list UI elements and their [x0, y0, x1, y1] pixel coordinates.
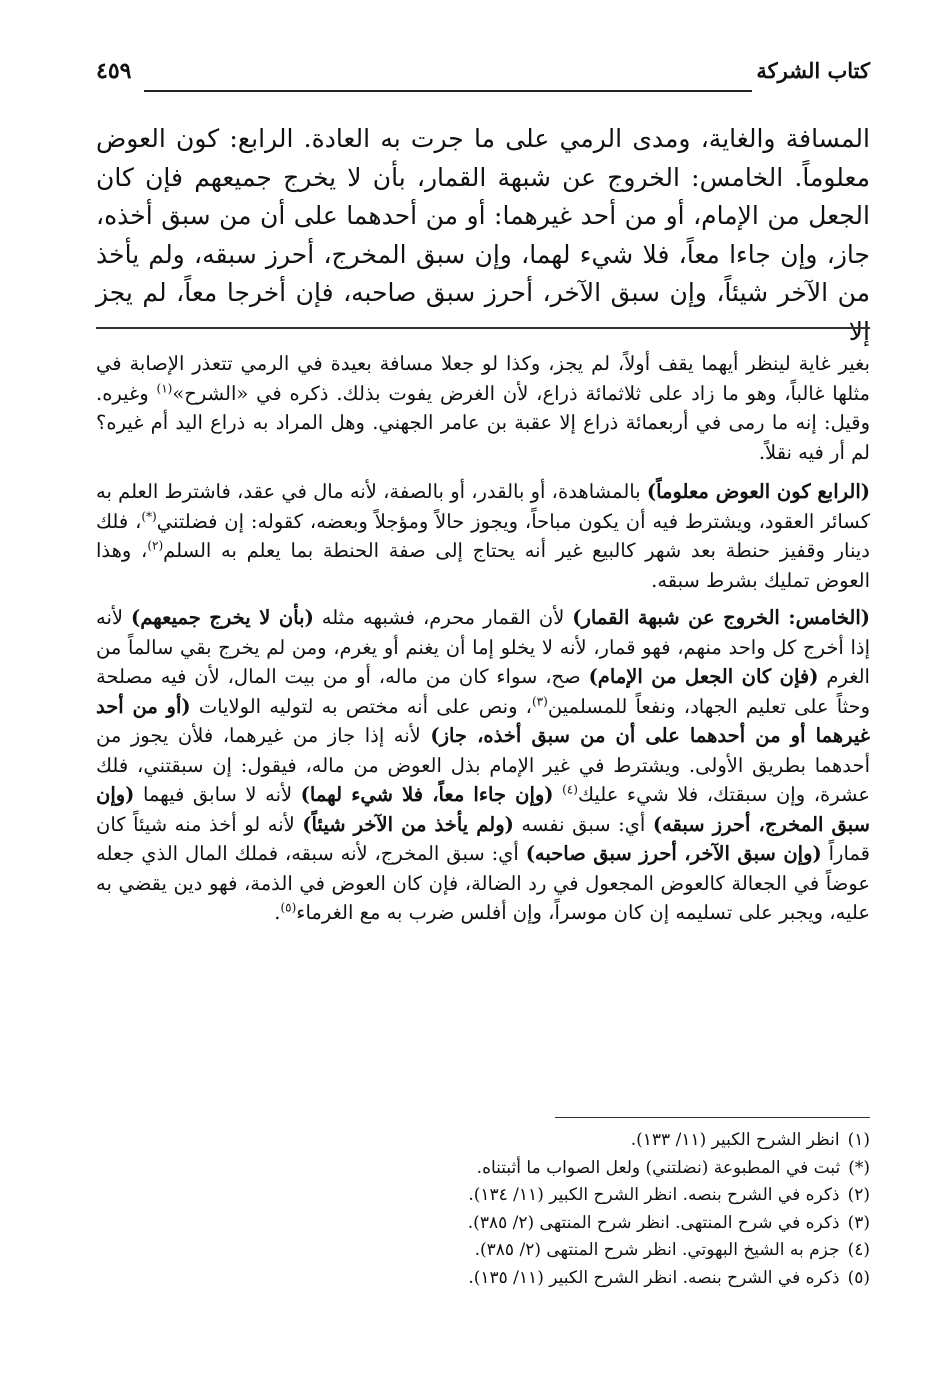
page-number: ٤٥٩ — [96, 58, 132, 84]
commentary-text: ، ونص على أنه مختص به لتوليه الولايات — [190, 694, 532, 718]
commentary-paragraph-1 — [96, 349, 870, 467]
commentary-text: لأنه إذا جاز من غيرهما، فلأن يجوز من أحدهما بطريق الأولى. ويشترط في غير الإمام بذل العوض من ماله، فيقول: إن سبقتني، فلك عشرة، وإن سبقتك، فلا شيء عليك — [96, 724, 870, 806]
footnote-item — [96, 1265, 870, 1293]
commentary-text: وغيره. وقيل: إنه ما رمى في أربعمائة ذراع إلا عقبة بن عامر الجهني. وهل المراد به ذراع اليد أم غيره؟ لم أر فيه نقلاً. — [96, 381, 870, 464]
footnote-item — [96, 1210, 870, 1238]
matn-paragraph: المسافة والغاية، ومدى الرمي على ما جرت به العادة. الرابع: كون العوض معلوماً. الخامس: الخروج عن شبهة القمار، بأن لا يخرج جميعهم فإن كان الجعل من الإمام، أو من أحد غيرهما: أو من أحدهما على أن من سبق أخذه، جاز، وإن جاءا معاً، فلا شيء لهما، وإن سبق المخرج، أحرز سبقه، ولم يأخذ من الآخر شيئاً، وإن سبق الآخر، أحرز سبق صاحبه، فإن أخرجا معاً، لم يجز إلا — [96, 124, 870, 346]
footnote-item — [96, 1127, 870, 1155]
commentary-text: ، فلك دينار وقفيز حنطة بعد شهر كالبيع غير أنه يحتاج إلى صفة الحنطة بما يعلم به السلم — [96, 509, 870, 562]
commentary-text — [554, 783, 563, 806]
matn-quote: (وإن سبق المخرج، أحرز سبقه) — [96, 783, 870, 836]
commentary-text: . — [274, 901, 281, 924]
footnote-text: ثبت في المطبوعة (نضلتني) ولعل الصواب ما أثبتناه. — [476, 1157, 841, 1178]
footnote-mark: (٤) — [847, 1240, 870, 1260]
footnote-item — [96, 1182, 870, 1210]
commentary-text: بالمشاهدة، أو بالقدر، أو بالصفة، لأنه مال في عقد، فاشترط العلم به كسائر العقود، ويشترط فيه أن يكون مباحاً، ويجوز حالاً ومؤجلاً وبعضه، كقوله: إن فضلتني — [96, 480, 870, 533]
footnote-ref: (*) — [141, 509, 157, 523]
footnote-item — [96, 1237, 870, 1265]
commentary-text: لأنه لو أخذ منه شيئاً كان قماراً — [96, 812, 870, 865]
footnote-mark: (٣) — [847, 1212, 870, 1233]
matn-quote: (الرابع كون العوض معلوماً) — [646, 480, 870, 503]
matn-quote: (فإن كان الجعل من الإمام) — [588, 665, 819, 688]
footnote-separator — [555, 1117, 870, 1118]
header-rule — [144, 90, 752, 92]
footnote-ref: (٥) — [280, 900, 297, 915]
matn-quote: (وإن سبق الآخر، أحرز سبق صاحبه) — [525, 842, 822, 865]
footnote-text: ذكره في الشرح بنصه. انظر الشرح الكبير (١١/ ١٣٤). — [468, 1185, 840, 1205]
footnote-text: ذكره في شرح المنتهى. انظر شرح المنتهى (٢/ ٣٨٥). — [467, 1212, 840, 1233]
footnotes — [96, 1127, 870, 1292]
footnote-ref: (٤) — [562, 782, 578, 797]
footnote-text: انظر الشرح الكبير (١١/ ١٣٣). — [630, 1130, 840, 1150]
commentary-text: بغير غاية لينظر أيهما يقف أولاً، لم يجز، وكذا لو جعلا مسافة بعيدة في الرمي تتعذر الإصابة في مثلها غالباً، وهو ما زاد على ثلاثمائة ذراع، لأن الغرض يفوت بذلك. ذكره في «الشرح» — [96, 352, 870, 405]
commentary-text: أي: سبق المخرج، لأنه سبقه، فملك المال الذي جعله عوضاً في الجعالة كالعوض المجعول في رد الضالة، فإن كان العوض في الذمة، فهو دين يقضي به عليه، ويجبر على تسليمه إن كان موسراً، وإن أفلس ضرب به مع الغرماء — [96, 842, 870, 924]
commentary-text: صح، سواء كان من ماله، أو من بيت المال، لأن فيه مصلحة وحثاً على تعليم الجهاد، ونفعاً للمسلمين — [96, 665, 870, 718]
commentary-text: لأنه إذا أخرج كل واحد منهم، فهو قمار، لأنه لا يخلو إما أن يغنم أو يغرم، ومن لم يخرج بقي سالماً من الغرم — [96, 606, 870, 688]
footnote-text: جزم به الشيخ البهوتي. انظر شرح المنتهى (٢/ ٣٨٥). — [474, 1240, 840, 1260]
commentary-text: لأنه لا سابق فيهما — [134, 783, 301, 806]
footnote-item — [96, 1155, 870, 1183]
running-title: كتاب الشركة — [756, 58, 870, 83]
matn-quote: (وإن جاءا معاً، فلا شيء لهما) — [300, 783, 554, 806]
footnote-ref: (٢) — [147, 538, 164, 553]
footnote-mark: (٥) — [847, 1267, 870, 1288]
footnote-mark: (١) — [847, 1130, 870, 1150]
footnote-mark: (٢) — [847, 1185, 870, 1205]
matn-quote: (الخامس: الخروج عن شبهة القمار) — [572, 606, 871, 629]
footnote-mark: (*) — [848, 1157, 870, 1178]
matn-quote: (أو من أحد غيرهما أو من أحدهما على أن من سبق أخذه، جاز) — [96, 694, 871, 747]
matn-separator — [96, 327, 870, 329]
footnote-ref: (١) — [156, 381, 173, 395]
matn-quote: (بأن لا يخرج جميعهم) — [130, 606, 314, 629]
commentary — [96, 349, 870, 936]
commentary-text: لأن القمار محرم، فشبهه مثله — [313, 606, 573, 629]
matn-text — [96, 120, 870, 351]
matn-quote: (ولم يأخذ من الآخر شيئاً) — [302, 812, 514, 836]
footnote-text: ذكره في الشرح بنصه. انظر الشرح الكبير (١١/ ١٣٥). — [468, 1267, 840, 1288]
page-header — [96, 58, 870, 96]
commentary-text: أي: سبق نفسه — [513, 812, 653, 836]
footnote-ref: (٣) — [531, 694, 548, 708]
commentary-paragraph-3 — [96, 603, 870, 928]
commentary-text: ، وهذا العوض تمليك بشرط سبقه. — [96, 539, 870, 592]
commentary-paragraph-2 — [96, 477, 870, 595]
